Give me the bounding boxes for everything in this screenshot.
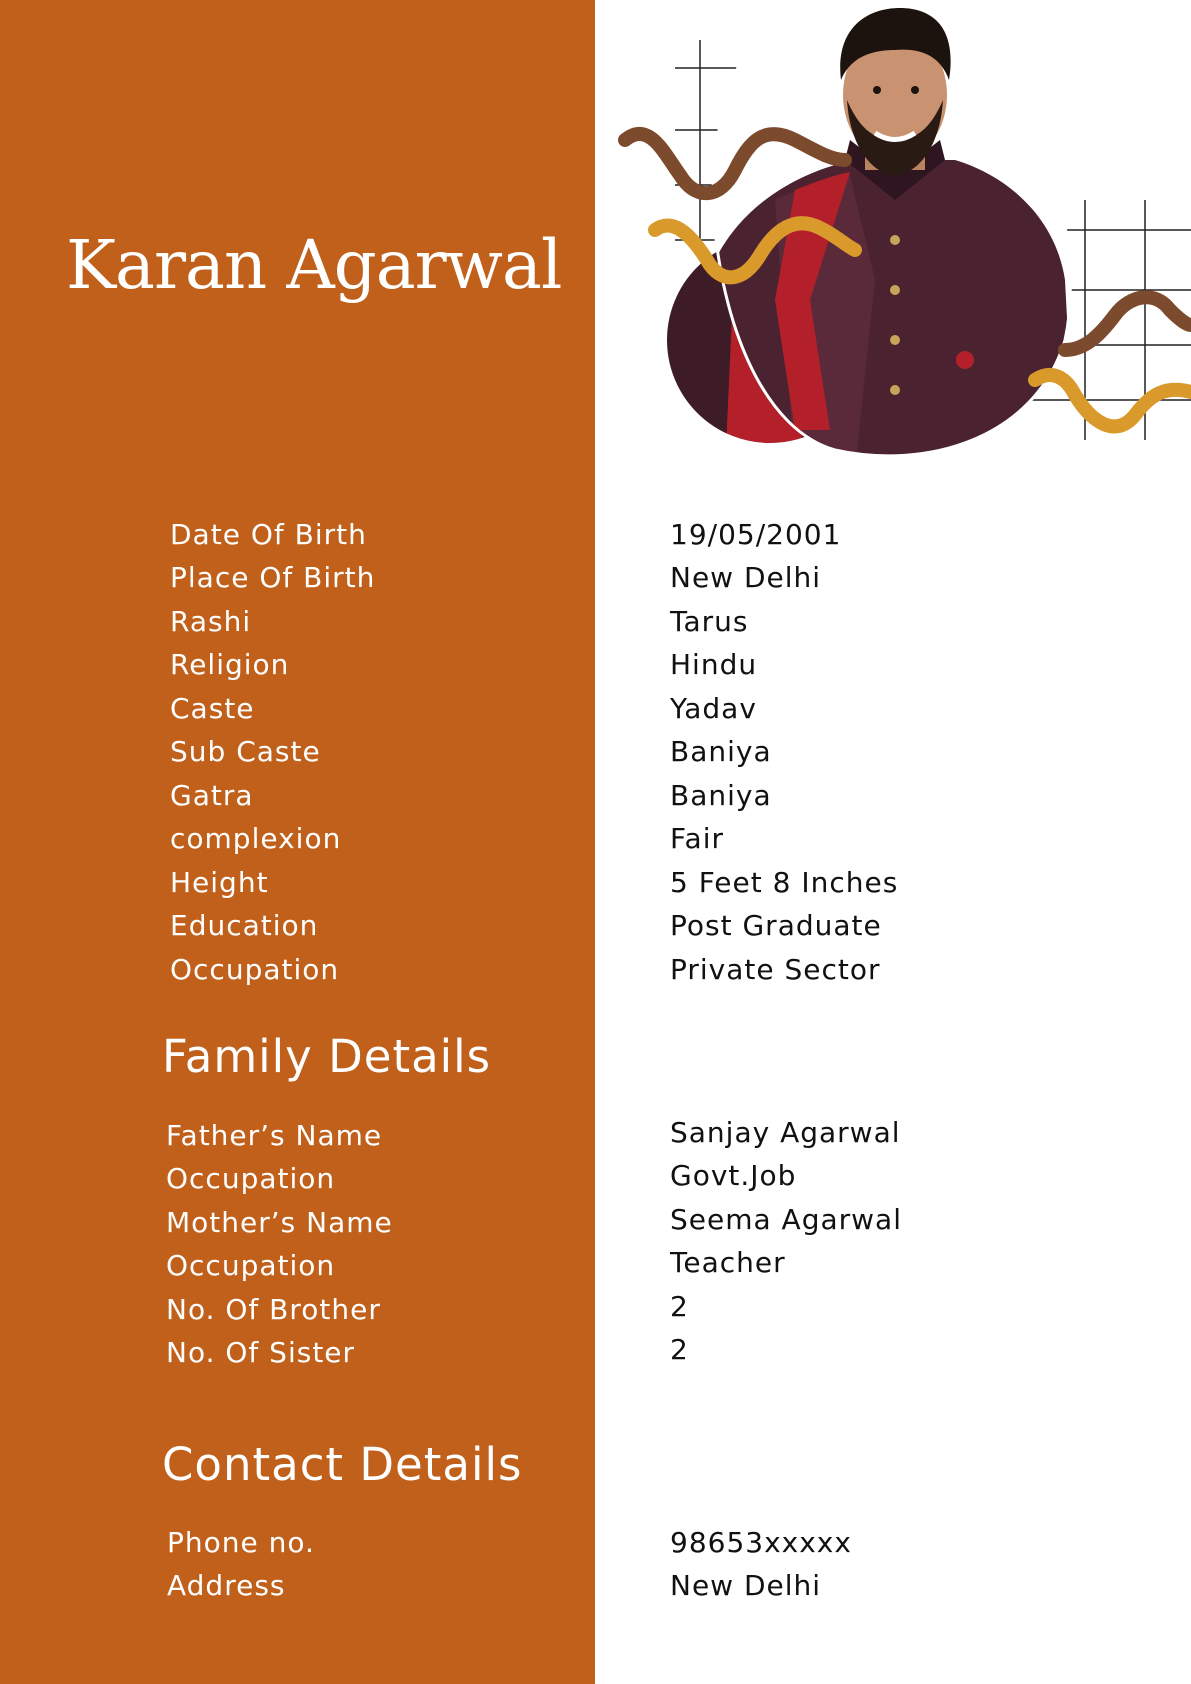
detail-label: Religion <box>170 648 290 681</box>
detail-label: Mother’s Name <box>166 1206 393 1239</box>
detail-label: Gatra <box>170 779 254 812</box>
detail-label: Rashi <box>170 605 252 638</box>
detail-label: Occupation <box>166 1249 336 1282</box>
detail-value: 2 <box>670 1333 689 1366</box>
detail-value: Teacher <box>670 1246 786 1279</box>
profile-name: Karan Agarwal <box>66 226 562 304</box>
detail-value: 19/05/2001 <box>670 518 842 551</box>
detail-label: Phone no. <box>167 1526 315 1559</box>
detail-value: Fair <box>670 822 724 855</box>
detail-value: 98653xxxxx <box>670 1526 852 1559</box>
detail-value: Private Sector <box>670 953 881 986</box>
detail-label: Occupation <box>166 1162 336 1195</box>
detail-value: Hindu <box>670 648 758 681</box>
detail-label: Father’s Name <box>166 1119 383 1152</box>
family-details-heading: Family Details <box>162 1030 492 1083</box>
detail-value: Seema Agarwal <box>670 1203 902 1236</box>
detail-value: Post Graduate <box>670 909 882 942</box>
header-decoration <box>595 0 1191 470</box>
detail-label: Sub Caste <box>170 735 321 768</box>
detail-value: Tarus <box>670 605 749 638</box>
detail-label: No. Of Brother <box>166 1293 381 1326</box>
contact-details-heading: Contact Details <box>162 1438 523 1491</box>
detail-label: Height <box>170 866 269 899</box>
detail-label: Education <box>170 909 319 942</box>
detail-value: 2 <box>670 1290 689 1323</box>
detail-label: Occupation <box>170 953 340 986</box>
detail-label: No. Of Sister <box>166 1336 356 1369</box>
detail-label: Caste <box>170 692 255 725</box>
detail-value: 5 Feet 8 Inches <box>670 866 899 899</box>
detail-label: Place Of Birth <box>170 561 376 594</box>
wave-brown-right <box>1065 297 1191 350</box>
detail-label: Date Of Birth <box>170 518 367 551</box>
detail-label: Address <box>167 1569 286 1602</box>
detail-value: Baniya <box>670 735 772 768</box>
detail-value: New Delhi <box>670 1569 822 1602</box>
detail-value: Yadav <box>670 692 757 725</box>
detail-value: Govt.Job <box>670 1159 797 1192</box>
detail-label: complexion <box>170 822 342 855</box>
detail-value: Baniya <box>670 779 772 812</box>
detail-value: New Delhi <box>670 561 822 594</box>
detail-value: Sanjay Agarwal <box>670 1116 901 1149</box>
